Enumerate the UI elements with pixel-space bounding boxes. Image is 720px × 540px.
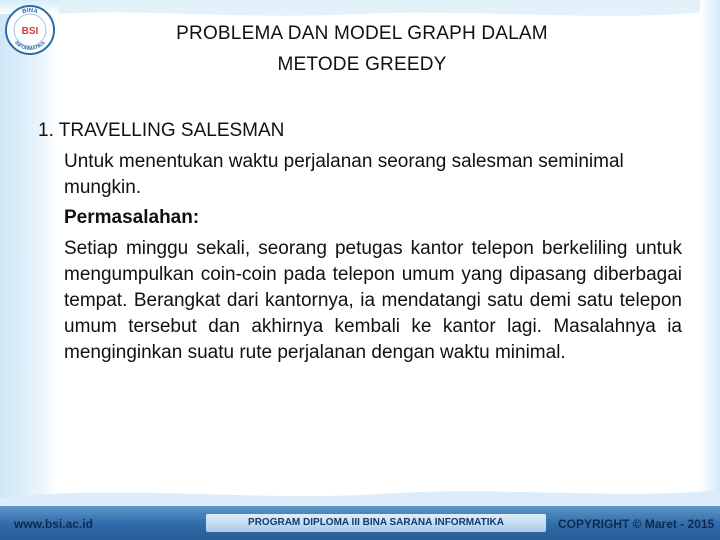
left-decorative-band	[0, 0, 58, 540]
logo-text-bottom: INFORMATIKA	[13, 40, 47, 53]
intro-paragraph: Untuk menentukan waktu perjalanan seorang salesman seminimal mungkin.	[64, 151, 624, 198]
slide-title-line-2: METODE GREEDY	[277, 54, 447, 75]
slide-title-line-1: PROBLEMA DAN MODEL GRAPH DALAM	[176, 23, 548, 44]
logo-text-center: BSI	[21, 26, 39, 37]
footer-website: www.bsi.ac.id	[14, 517, 93, 531]
footer-bar	[0, 506, 720, 540]
logo-text-top: BINA	[21, 7, 39, 16]
footer-program: PROGRAM DIPLOMA III BINA SARANA INFORMATIKA	[206, 514, 546, 532]
problem-heading: Permasalahan:	[64, 207, 200, 228]
bsi-logo-icon	[4, 4, 56, 56]
bottom-wave-decoration	[0, 470, 720, 510]
section-heading: 1. TRAVELLING SALESMAN	[38, 120, 285, 141]
problem-paragraph: Setiap minggu sekali, seorang petugas kantor telepon berkeliling untuk mengumpulkan coin-coin pada telepon umum yang dipasang diberbagai tempat. Berangkat dari kantornya, ia mendatangi satu demi satu telepon umum tersebut dan akhirnya kembali ke kantor lagi. Masalahnya ia menginginkan suatu rute perjalanan dengan waktu minimal.	[64, 238, 682, 363]
footer-copyright: COPYRIGHT © Maret - 2015	[558, 517, 715, 531]
right-decorative-band	[700, 0, 720, 540]
